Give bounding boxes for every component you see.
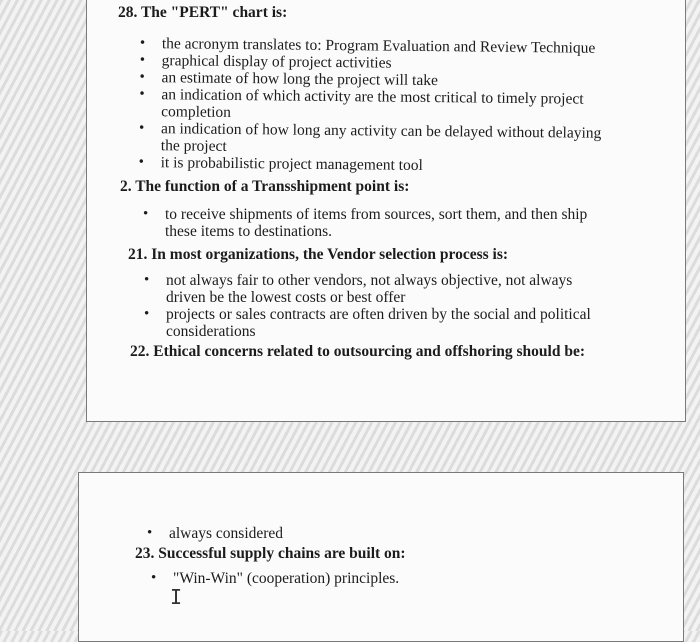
bullet-icon: • — [143, 206, 149, 222]
list-item: • graphical display of project activities — [139, 51, 392, 72]
list-item: • it is probabilistic project management tool — [138, 153, 423, 174]
bullet-icon: • — [147, 525, 153, 541]
list-item: • "Win-Win" (cooperation) principles. — [151, 570, 400, 587]
question-22-list — [147, 525, 547, 542]
question-21-heading: 21. In most organizations, the Vendor selection process is: — [128, 246, 509, 263]
bullet-icon: • — [139, 68, 145, 86]
bullet-icon: • — [139, 85, 145, 103]
list-item: • to receive shipments of items from sources, sort them, and then ship these items to destinations. — [143, 206, 588, 240]
list-item: • an estimate of how long the project will take — [139, 68, 438, 90]
question-21-list — [144, 272, 609, 340]
question-22-heading: 22. Ethical concerns related to outsourcing and offshoring should be: — [130, 343, 585, 360]
question-23-list — [151, 570, 551, 587]
list-item: • not always fair to other vendors, not always objective, not always driven be the lowest costs or best offer — [144, 272, 573, 306]
bullet-icon: • — [139, 35, 146, 52]
bullet-icon: • — [144, 306, 150, 322]
question-23-heading: 23. Successful supply chains are built on: — [135, 545, 406, 562]
list-item: • the acronym translates to: Program Evaluation and Review Technique — [139, 35, 596, 57]
question-20-heading: 2. The function of a Transshipment point is: — [120, 178, 410, 195]
question-20-list — [143, 206, 598, 240]
list-item: • an indication of how long any activity can be delayed without delaying the project — [138, 119, 602, 155]
bullet-icon: • — [139, 51, 146, 69]
question-28-heading: 28. The "PERT" chart is: — [118, 4, 288, 21]
list-item: • an indication of which activity are the most critical to timely project completion — [139, 85, 584, 121]
bullet-icon: • — [138, 119, 145, 137]
bullet-icon: • — [144, 272, 150, 288]
text-cursor-icon: I — [170, 585, 183, 609]
bullet-icon: • — [151, 570, 157, 586]
list-item: • always considered — [147, 525, 284, 542]
list-item: • projects or sales contracts are often driven by the social and political considerations — [144, 306, 591, 340]
question-28-list — [139, 35, 610, 176]
bullet-icon: • — [138, 153, 145, 171]
